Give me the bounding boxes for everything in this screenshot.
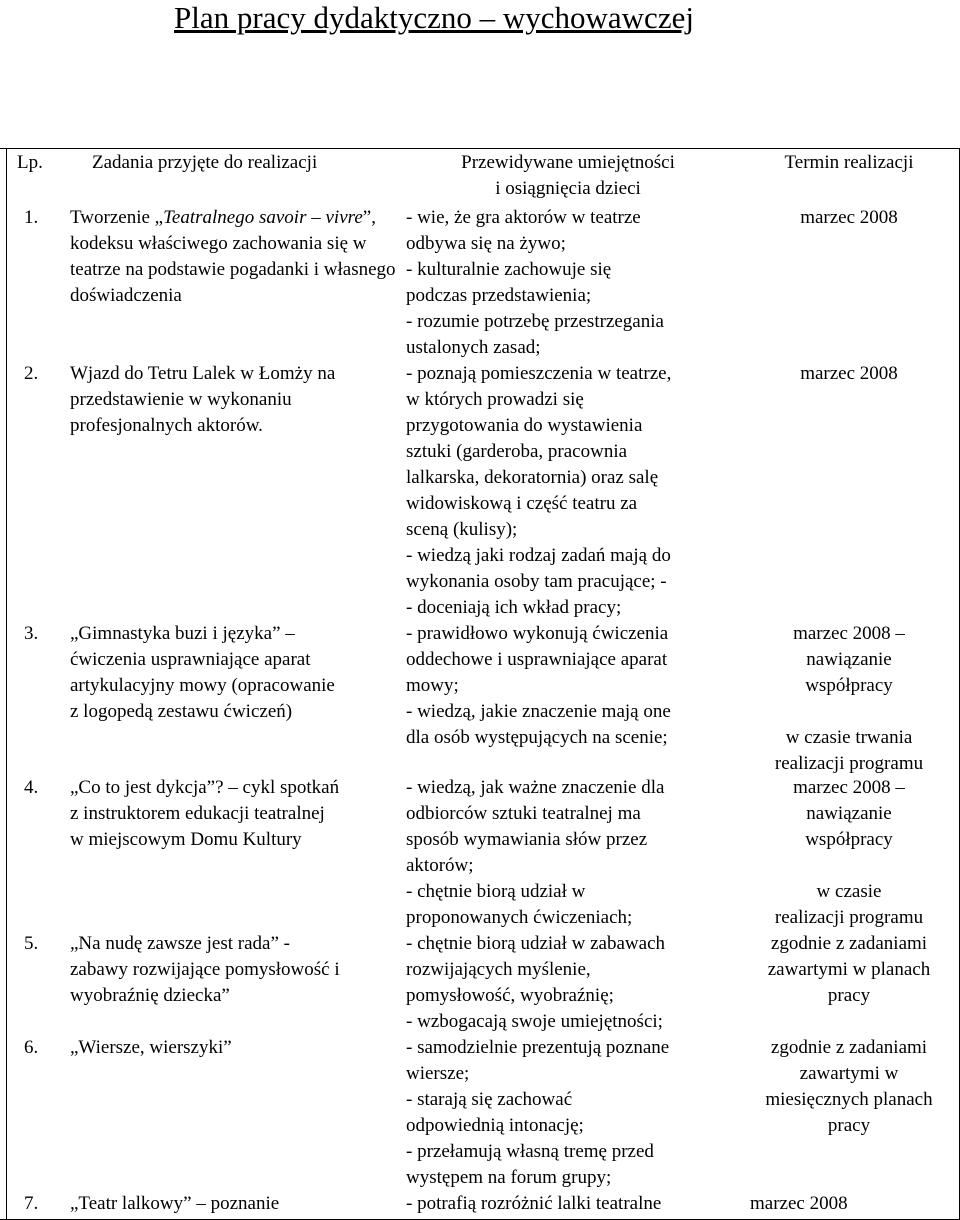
task-text-italic: Teatralnego savoir – vivre bbox=[163, 207, 363, 228]
skills-cell: - potrafią rozróżnić lalki teatralne bbox=[406, 1193, 662, 1214]
task-cell: „Wiersze, wierszyki” bbox=[70, 1037, 232, 1058]
row-number: 4. bbox=[24, 777, 39, 798]
term-cell: marzec 2008 – nawiązanie współpracy w czasie realizacji programu bbox=[774, 777, 924, 928]
skills-cell: - wiedzą, jak ważne znaczenie dla odbiorców sztuki teatralnej ma sposób wymawiania słów przez aktorów; - chętnie biorą udział w proponowanych ćwiczeniach; bbox=[406, 777, 665, 928]
skills-cell: - chętnie biorą udział w zabawach rozwijających myślenie, pomysłowość, wyobraźnię; - wzbogacają swoje umiejętności; bbox=[406, 933, 666, 1032]
task-cell: „Gimnastyka buzi i języka” – ćwiczenia usprawniające aparat artykulacyjny mowy (opracowanie z logopedą zestawu ćwiczeń) bbox=[70, 623, 335, 722]
task-text: Tworzenie „ bbox=[70, 207, 164, 228]
row-number: 3. bbox=[24, 623, 39, 644]
header-tasks: Zadania przyjęte do realizacji bbox=[92, 152, 318, 173]
skills-cell: - poznają pomieszczenia w teatrze, w których prowadzi się przygotowania do wystawienia sztuki (garderoba, pracownia lalkarska, dekoratornia) oraz salę widowiskową i część teatru za sceną (kulisy); - wiedzą jaki rodzaj zadań mają do wykonania osoby tam pracujące; - - doceniają ich wkład pracy; bbox=[406, 363, 672, 618]
skills-cell: - prawidłowo wykonują ćwiczenia oddechowe i usprawniające aparat mowy; - wiedzą, jakie znaczenie mają one dla osób występujących na scenie; bbox=[406, 623, 671, 748]
term-cell: marzec 2008 bbox=[750, 1193, 848, 1214]
row-number: 7. bbox=[24, 1193, 39, 1214]
skills-cell: - samodzielnie prezentują poznane wiersze; - starają się zachować odpowiednią intonację; - przełamują własną tremę przed występem na forum grupy; bbox=[406, 1037, 670, 1188]
header-term: Termin realizacji bbox=[784, 152, 914, 173]
table-left-border bbox=[6, 148, 7, 1219]
row-number: 2. bbox=[24, 363, 39, 384]
term-cell: zgodnie z zadaniami zawartymi w planach pracy bbox=[767, 933, 931, 1006]
term-cell: marzec 2008 bbox=[800, 363, 898, 384]
task-text: ”, kodeksu właściwego zachowania się w teatrze na podstawie pogadanki i własnego doświadczenia bbox=[70, 207, 396, 306]
skills-cell: - wie, że gra aktorów w teatrze odbywa się na żywo; - kulturalnie zachowuje się podczas przedstawienia; - rozumie potrzebę przestrzegania ustalonych zasad; bbox=[406, 207, 664, 358]
page-title: Plan pracy dydaktyczno – wychowawczej bbox=[174, 0, 694, 35]
table-top-border bbox=[0, 148, 960, 149]
row-number: 1. bbox=[24, 207, 39, 228]
term-cell: marzec 2008 bbox=[800, 207, 898, 228]
task-cell bbox=[70, 205, 396, 309]
task-cell: „Co to jest dykcja”? – cykl spotkań z instruktorem edukacji teatralnej w miejscowym Domu Kultury bbox=[70, 777, 340, 850]
task-cell: „Teatr lalkowy” – poznanie bbox=[70, 1193, 280, 1214]
task-cell: Wjazd do Tetru Lalek w Łomży na przedstawienie w wykonaniu profesjonalnych aktorów. bbox=[70, 363, 336, 436]
task-cell: „Na nudę zawsze jest rada” - zabawy rozwijające pomysłowość i wyobraźnię dziecka” bbox=[70, 933, 340, 1006]
header-lp: Lp. bbox=[17, 152, 43, 173]
row-number: 6. bbox=[24, 1037, 39, 1058]
header-skills: Przewidywane umiejętności i osiągnięcia dzieci bbox=[461, 152, 675, 199]
term-cell: marzec 2008 – nawiązanie współpracy w czasie trwania realizacji programu bbox=[774, 623, 924, 774]
term-cell: zgodnie z zadaniami zawartymi w miesięcznych planach pracy bbox=[765, 1037, 933, 1136]
row-number: 5. bbox=[24, 933, 39, 954]
